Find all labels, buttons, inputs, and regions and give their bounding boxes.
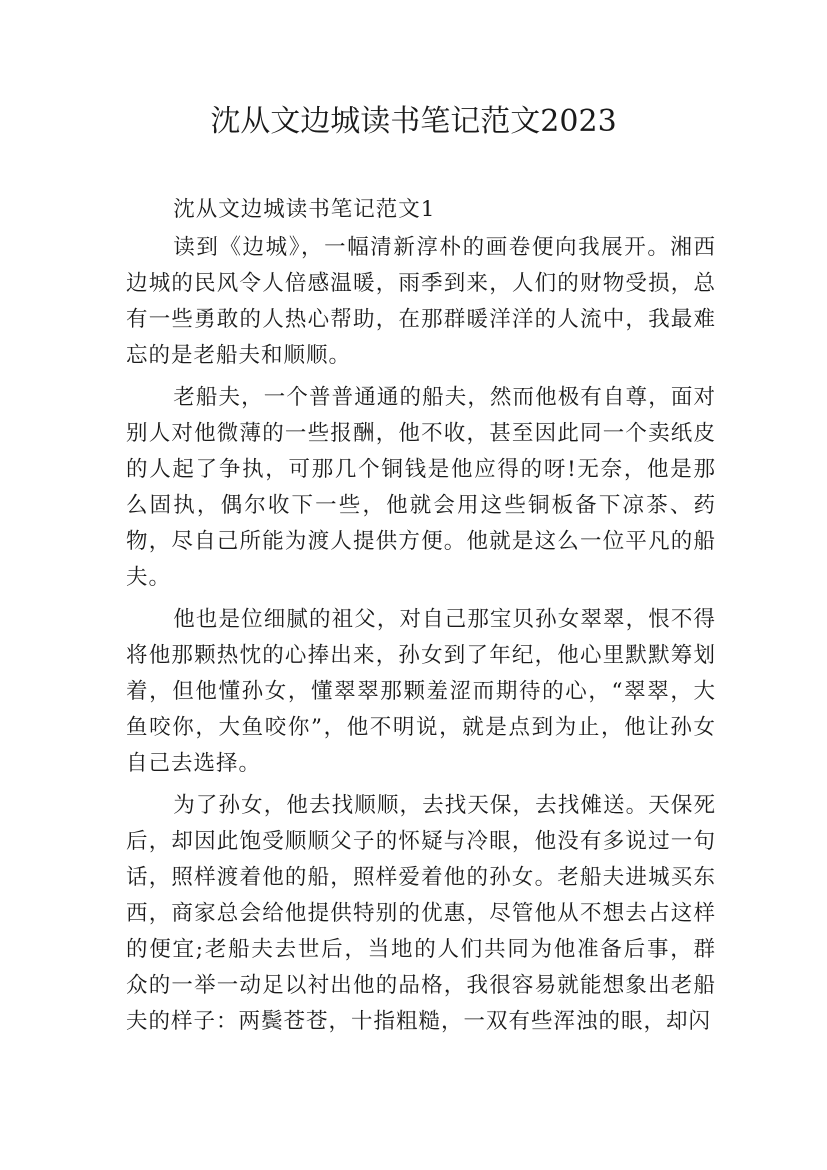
paragraph-4: 为了孙女，他去找顺顺，去找天保，去找傩送。天保死后，却因此饱受顺顺父子的怀疑与冷眼，他没有多说过一句话，照样渡着他的船，照样爱着他的孙女。老船夫进城买东西，商家总会给他提供特别的优惠，尽管他从不想去占这样的便宜;老船夫去世后，当地的人们共同为他准备后事，群众的一举一动足以衬出他的品格，我很容易就能想象出老船夫的样子：两鬓苍苍，十指粗糙，一双有些浑浊的眼，却闪 xyxy=(126,793,716,1034)
paragraph-2: 老船夫，一个普普通通的船夫，然而他极有自尊，面对别人对他微薄的一些报酬，他不收，甚至因此同一个卖纸皮的人起了争执，可那几个铜钱是他应得的呀!无奈，他是那么固执，偶尔收下一些，他就会用这些铜板备下凉茶、药物，尽自己所能为渡人提供方便。他就是这么一位平凡的船夫。 xyxy=(126,385,716,590)
paragraph-1: 读到《边城》，一幅清新淳朴的画卷便向我展开。湘西边城的民风令人倍感温暖，雨季到来，人们的财物受损，总有一些勇敢的人热心帮助，在那群暖洋洋的人流中，我最难忘的是老船夫和顺顺。 xyxy=(126,235,716,368)
paragraph-3: 他也是位细腻的祖父，对自己那宝贝孙女翠翠，恨不得将他那颗热忱的心捧出来，孙女到了年纪，他心里默默筹划着，但他懂孙女，懂翠翠那颗羞涩而期待的心，“翠翠，大鱼咬你，大鱼咬你”，他不明说，就是点到为止，他让孙女自己去选择。 xyxy=(126,607,716,776)
document-body xyxy=(126,190,716,1046)
document-title: 沈从文边城读书笔记范文2023 xyxy=(210,104,617,139)
section-heading: 沈从文边城读书笔记范文1 xyxy=(173,197,436,222)
